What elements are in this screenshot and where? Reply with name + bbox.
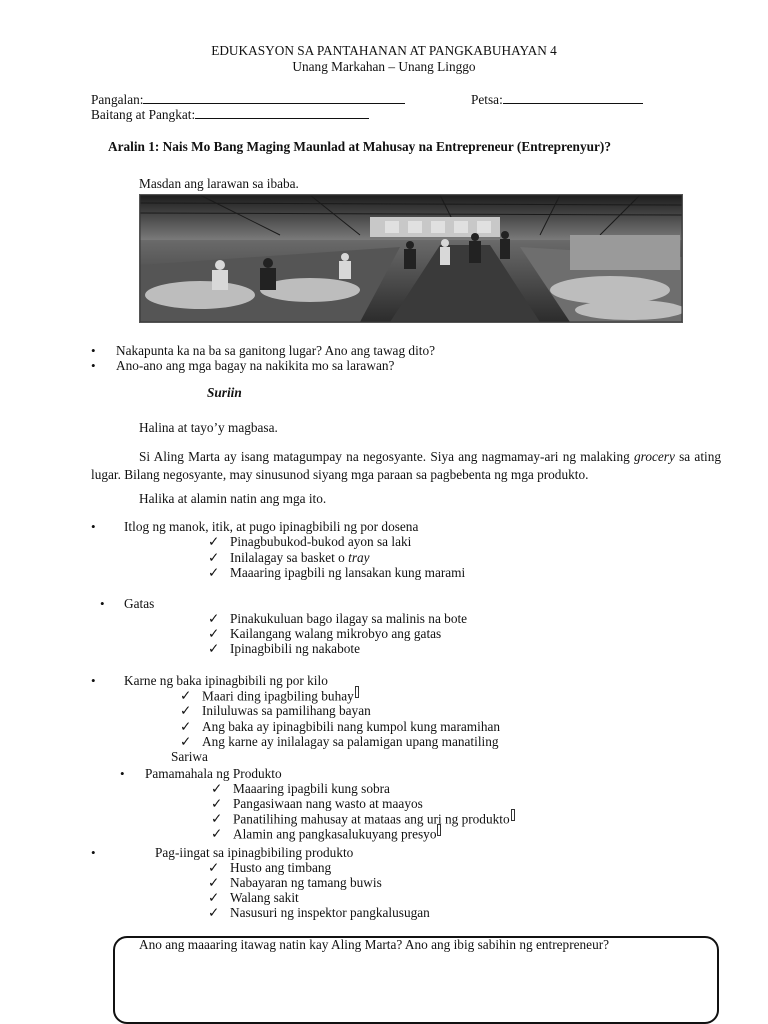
list-item-text: Maari ding ipagbiling buhay	[202, 688, 354, 704]
list-item-text: Maaaring ipagbili kung sobra	[233, 781, 390, 796]
list-item-text: Inilalagay sa basket o	[230, 550, 349, 565]
name-blank[interactable]	[143, 91, 405, 104]
checkmark-icon: ✓	[180, 734, 192, 749]
date-blank[interactable]	[503, 91, 643, 104]
question-1: Nakapunta ka na ba sa ganitong lugar? Ano ang tawag dito?	[116, 343, 436, 358]
checkmark-icon: ✓	[208, 534, 220, 549]
list-item	[208, 534, 411, 550]
list-item-text: Alamin ang pangkasalukuyang presyo	[233, 826, 437, 842]
bullet-icon: •	[120, 766, 125, 781]
list-item	[208, 905, 430, 921]
list-item-text: Pinakukuluan bago ilagay sa malinis na bote	[230, 611, 468, 626]
list-item-text: Maaaring ipagbili ng lansakan kung marami	[230, 565, 466, 580]
topic-eggs-title: Itlog ng manok, itik, at pugo ipinagbibili ng por dosena	[124, 519, 419, 534]
document-subtitle: Unang Markahan – Unang Linggo	[292, 59, 476, 74]
checkmark-icon: ✓	[208, 641, 220, 656]
list-item-text: Panatilihing mahusay at mataas ang uri ng produkto	[233, 811, 510, 827]
list-item	[211, 796, 423, 812]
name-label: Pangalan:	[91, 92, 144, 107]
date-label: Petsa:	[471, 92, 503, 107]
list-item	[211, 811, 515, 827]
checkmark-icon: ✓	[211, 811, 223, 827]
section-heading: Suriin	[207, 385, 242, 400]
list-item	[208, 626, 441, 642]
checkmark-icon: ✓	[208, 565, 220, 580]
list-item-text: Iniluluwas sa pamilihang bayan	[202, 703, 371, 718]
list-item	[211, 826, 441, 842]
checkmark-icon: ✓	[211, 826, 223, 842]
list-item	[208, 550, 370, 566]
list-item-continuation: Sariwa	[171, 749, 208, 764]
checkmark-icon: ✓	[211, 796, 223, 811]
paragraph-part2: sa ating lugar. Bilang negosyante, may sinusunod siyang mga paraan sa pagbebenta ng mga produkto.	[91, 449, 721, 482]
missing-glyph-icon	[437, 824, 441, 836]
list-item	[180, 719, 500, 735]
final-question: Ano ang maaaring itawag natin kay Aling Marta? Ano ang ibig sabihin ng entrepreneur?	[139, 937, 610, 952]
checkmark-icon: ✓	[208, 550, 220, 565]
grade-blank[interactable]	[195, 106, 369, 119]
list-item	[208, 890, 299, 906]
tray-word: tray	[348, 550, 370, 565]
list-item-text: Ang karne ay inilalagay sa palamigan upang manatiling	[202, 734, 499, 749]
market-photo	[139, 194, 683, 323]
date-field[interactable]	[471, 91, 643, 108]
list-item	[180, 703, 371, 719]
list-item-text: Nabayaran ng tamang buwis	[230, 875, 382, 890]
checkmark-icon: ✓	[208, 860, 220, 875]
list-item-text: Ang baka ay ipinagbibili nang kumpol kung maramihan	[202, 719, 501, 734]
topic-care-title: Pag-iingat sa ipinagbibiling produkto	[155, 845, 354, 860]
reading-prompt: Halina at tayo’y magbasa.	[139, 420, 278, 435]
grocery-word: grocery	[633, 449, 675, 464]
bullet-icon: •	[91, 343, 96, 358]
list-item-text: Nasusuri ng inspektor pangkalusugan	[230, 905, 430, 920]
story-paragraph	[91, 448, 721, 484]
topic-milk-title: Gatas	[124, 596, 155, 611]
grade-label: Baitang at Pangkat:	[91, 107, 196, 122]
lead-in-text: Halika at alamin natin ang mga ito.	[139, 491, 327, 506]
list-item	[211, 781, 390, 797]
list-item	[208, 641, 360, 657]
checkmark-icon: ✓	[180, 719, 192, 734]
checkmark-icon: ✓	[211, 781, 223, 796]
checkmark-icon: ✓	[180, 703, 192, 718]
instruction-text: Masdan ang larawan sa ibaba.	[139, 176, 299, 191]
missing-glyph-icon	[511, 809, 515, 821]
topic-management-title: Pamamahala ng Produkto	[145, 766, 282, 781]
checkmark-icon: ✓	[180, 688, 192, 704]
bullet-icon: •	[91, 358, 96, 373]
paragraph-part1: Si Aling Marta ay isang matagumpay na negosyante. Siya ang nagmamay-ari ng malaking	[139, 449, 634, 464]
checkmark-icon: ✓	[208, 611, 220, 626]
lesson-title: Aralin 1: Nais Mo Bang Maging Maunlad at Mahusay na Entrepreneur (Entreprenyur)?	[108, 139, 611, 154]
list-item	[208, 565, 465, 581]
document-title: EDUKASYON SA PANTAHANAN AT PANGKABUHAYAN 4	[211, 43, 557, 58]
checkmark-icon: ✓	[208, 626, 220, 641]
missing-glyph-icon	[355, 686, 359, 698]
list-item-text: Ipinagbibili ng nakabote	[230, 641, 360, 656]
list-item	[180, 734, 499, 750]
topic-beef-title: Karne ng baka ipinagbibili ng por kilo	[124, 673, 328, 688]
list-item	[180, 688, 359, 704]
checkmark-icon: ✓	[208, 890, 220, 905]
list-item	[208, 875, 382, 891]
bullet-icon: •	[91, 673, 96, 688]
checkmark-icon: ✓	[208, 905, 220, 920]
list-item	[208, 860, 331, 876]
list-item-text: Walang sakit	[230, 890, 299, 905]
checkmark-icon: ✓	[208, 875, 220, 890]
list-item-text: Pangasiwaan nang wasto at maayos	[233, 796, 423, 811]
list-item	[208, 611, 467, 627]
bullet-icon: •	[100, 596, 105, 611]
list-item-text: Husto ang timbang	[230, 860, 332, 875]
list-item-text: Kailangang walang mikrobyo ang gatas	[230, 626, 442, 641]
question-2: Ano-ano ang mga bagay na nakikita mo sa larawan?	[116, 358, 395, 373]
bullet-icon: •	[91, 845, 96, 860]
list-item-text: Pinagbubukod-bukod ayon sa laki	[230, 534, 412, 549]
bullet-icon: •	[91, 519, 96, 534]
grade-field[interactable]	[91, 106, 369, 123]
